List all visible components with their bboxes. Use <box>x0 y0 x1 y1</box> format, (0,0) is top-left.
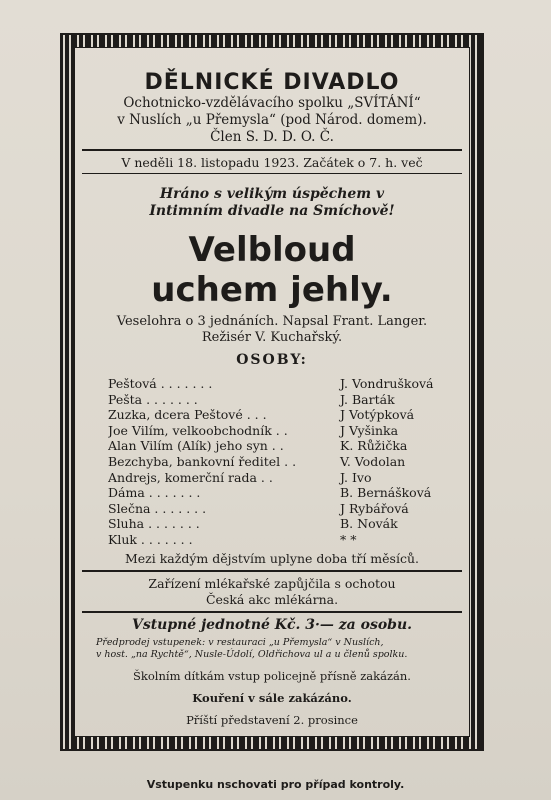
cast-actor: J Vyšinka <box>340 422 399 438</box>
cast-row <box>108 532 448 548</box>
poster-content <box>82 70 462 727</box>
cast-actor: J. Ivo <box>340 469 372 485</box>
cast-role: Joe Vilím, velkoobchodník . . <box>108 422 288 438</box>
cast-actor: * * <box>340 531 357 547</box>
admission-price: Vstupné jednotné Kč. 3·— za osobu. <box>131 616 413 633</box>
equipment-note-line2: Česká akc mlékárna. <box>205 591 339 607</box>
cast-role: Pešta . . . . . . . <box>108 391 198 407</box>
cast-row <box>108 516 448 532</box>
interval-note: Mezi každým dějstvím uplyne doba tří měsíců. <box>124 550 419 566</box>
cast-list <box>108 376 448 548</box>
play-director: Režisér V. Kuchařský. <box>201 330 343 345</box>
cast-row <box>108 392 448 408</box>
cast-role: Alan Vilím (Alík) jeho syn . . <box>108 438 284 454</box>
divider <box>82 173 462 174</box>
cast-role: Bezchyba, bankovní ředitel . . <box>108 453 297 469</box>
cast-heading: OSOBY: <box>236 352 308 368</box>
children-note: Školním dítkám vstup policejně přísně zakázán. <box>133 668 411 683</box>
cast-actor: V. Vodolan <box>340 453 406 469</box>
cast-role: Andrejs, komerční rada . . <box>108 469 273 485</box>
membership-line: Člen S. D. D. O. Č. <box>210 129 334 145</box>
presale-line1: Předprodej vstupenek: v restauraci „u Přemysla“ v Nuslích, <box>96 636 384 648</box>
cast-role: Zuzka, dcera Peštové . . . <box>108 407 267 423</box>
ticket-footer: Vstupenku nschovati pro případ kontroly. <box>146 778 405 791</box>
theatre-title: DĚLNICKÉ DIVADLO <box>144 70 400 95</box>
cast-actor: J Votýpková <box>340 407 415 423</box>
cast-row <box>108 485 448 501</box>
performance-date: V neděli 18. listopadu 1923. Začátek o 7. h. več <box>121 155 423 170</box>
divider <box>82 570 462 572</box>
cast-role: Slečna . . . . . . . <box>108 500 207 516</box>
cast-actor: B. Bernášková <box>340 485 432 501</box>
cast-row <box>108 438 448 454</box>
smoking-note: Kouření v sále zakázáno. <box>192 690 352 705</box>
equipment-note-line1: Zařízení mlékařské zapůjčila s ochotou <box>148 575 396 591</box>
cast-actor: B. Novák <box>340 516 398 532</box>
cast-actor: J. Vondrušková <box>340 376 434 391</box>
cast-role: Peštová . . . . . . . <box>108 376 213 391</box>
cast-row <box>108 470 448 486</box>
play-title-line1: Velbloud <box>188 230 356 270</box>
play-genre: Veselohra o 3 jednáních. Napsal Frant. Langer. <box>116 314 428 329</box>
cast-role: Dáma . . . . . . . <box>108 485 201 501</box>
cast-actor: K. Růžička <box>340 438 408 454</box>
cast-row <box>108 376 448 392</box>
success-note-line2: Intimním divadle na Smíchově! <box>149 203 395 219</box>
play-title-line2: uchem jehly. <box>151 270 393 310</box>
location-line: v Nuslích „u Přemysla“ (pod Národ. domem). <box>117 112 427 128</box>
society-line: Ochotnicko-vzdělávacího spolku „SVÍTÁNÍ“ <box>123 95 421 111</box>
divider <box>82 611 462 613</box>
cast-row <box>108 423 448 439</box>
cast-role: Sluha . . . . . . . <box>108 516 200 532</box>
cast-actor: J. Barták <box>340 391 395 407</box>
presale-line2: v host. „na Rychtě“, Nusle-Údolí, Oldřichova ul a u členů spolku. <box>96 648 408 660</box>
cast-row <box>108 501 448 517</box>
next-show: Příští představení 2. prosince <box>186 712 358 727</box>
cast-row <box>108 407 448 423</box>
cast-role: Kluk . . . . . . . <box>108 531 193 547</box>
divider <box>82 149 462 151</box>
cast-actor: J Rybářová <box>340 500 409 516</box>
success-note-line1: Hráno s velikým úspěchem v <box>159 186 385 202</box>
cast-row <box>108 454 448 470</box>
